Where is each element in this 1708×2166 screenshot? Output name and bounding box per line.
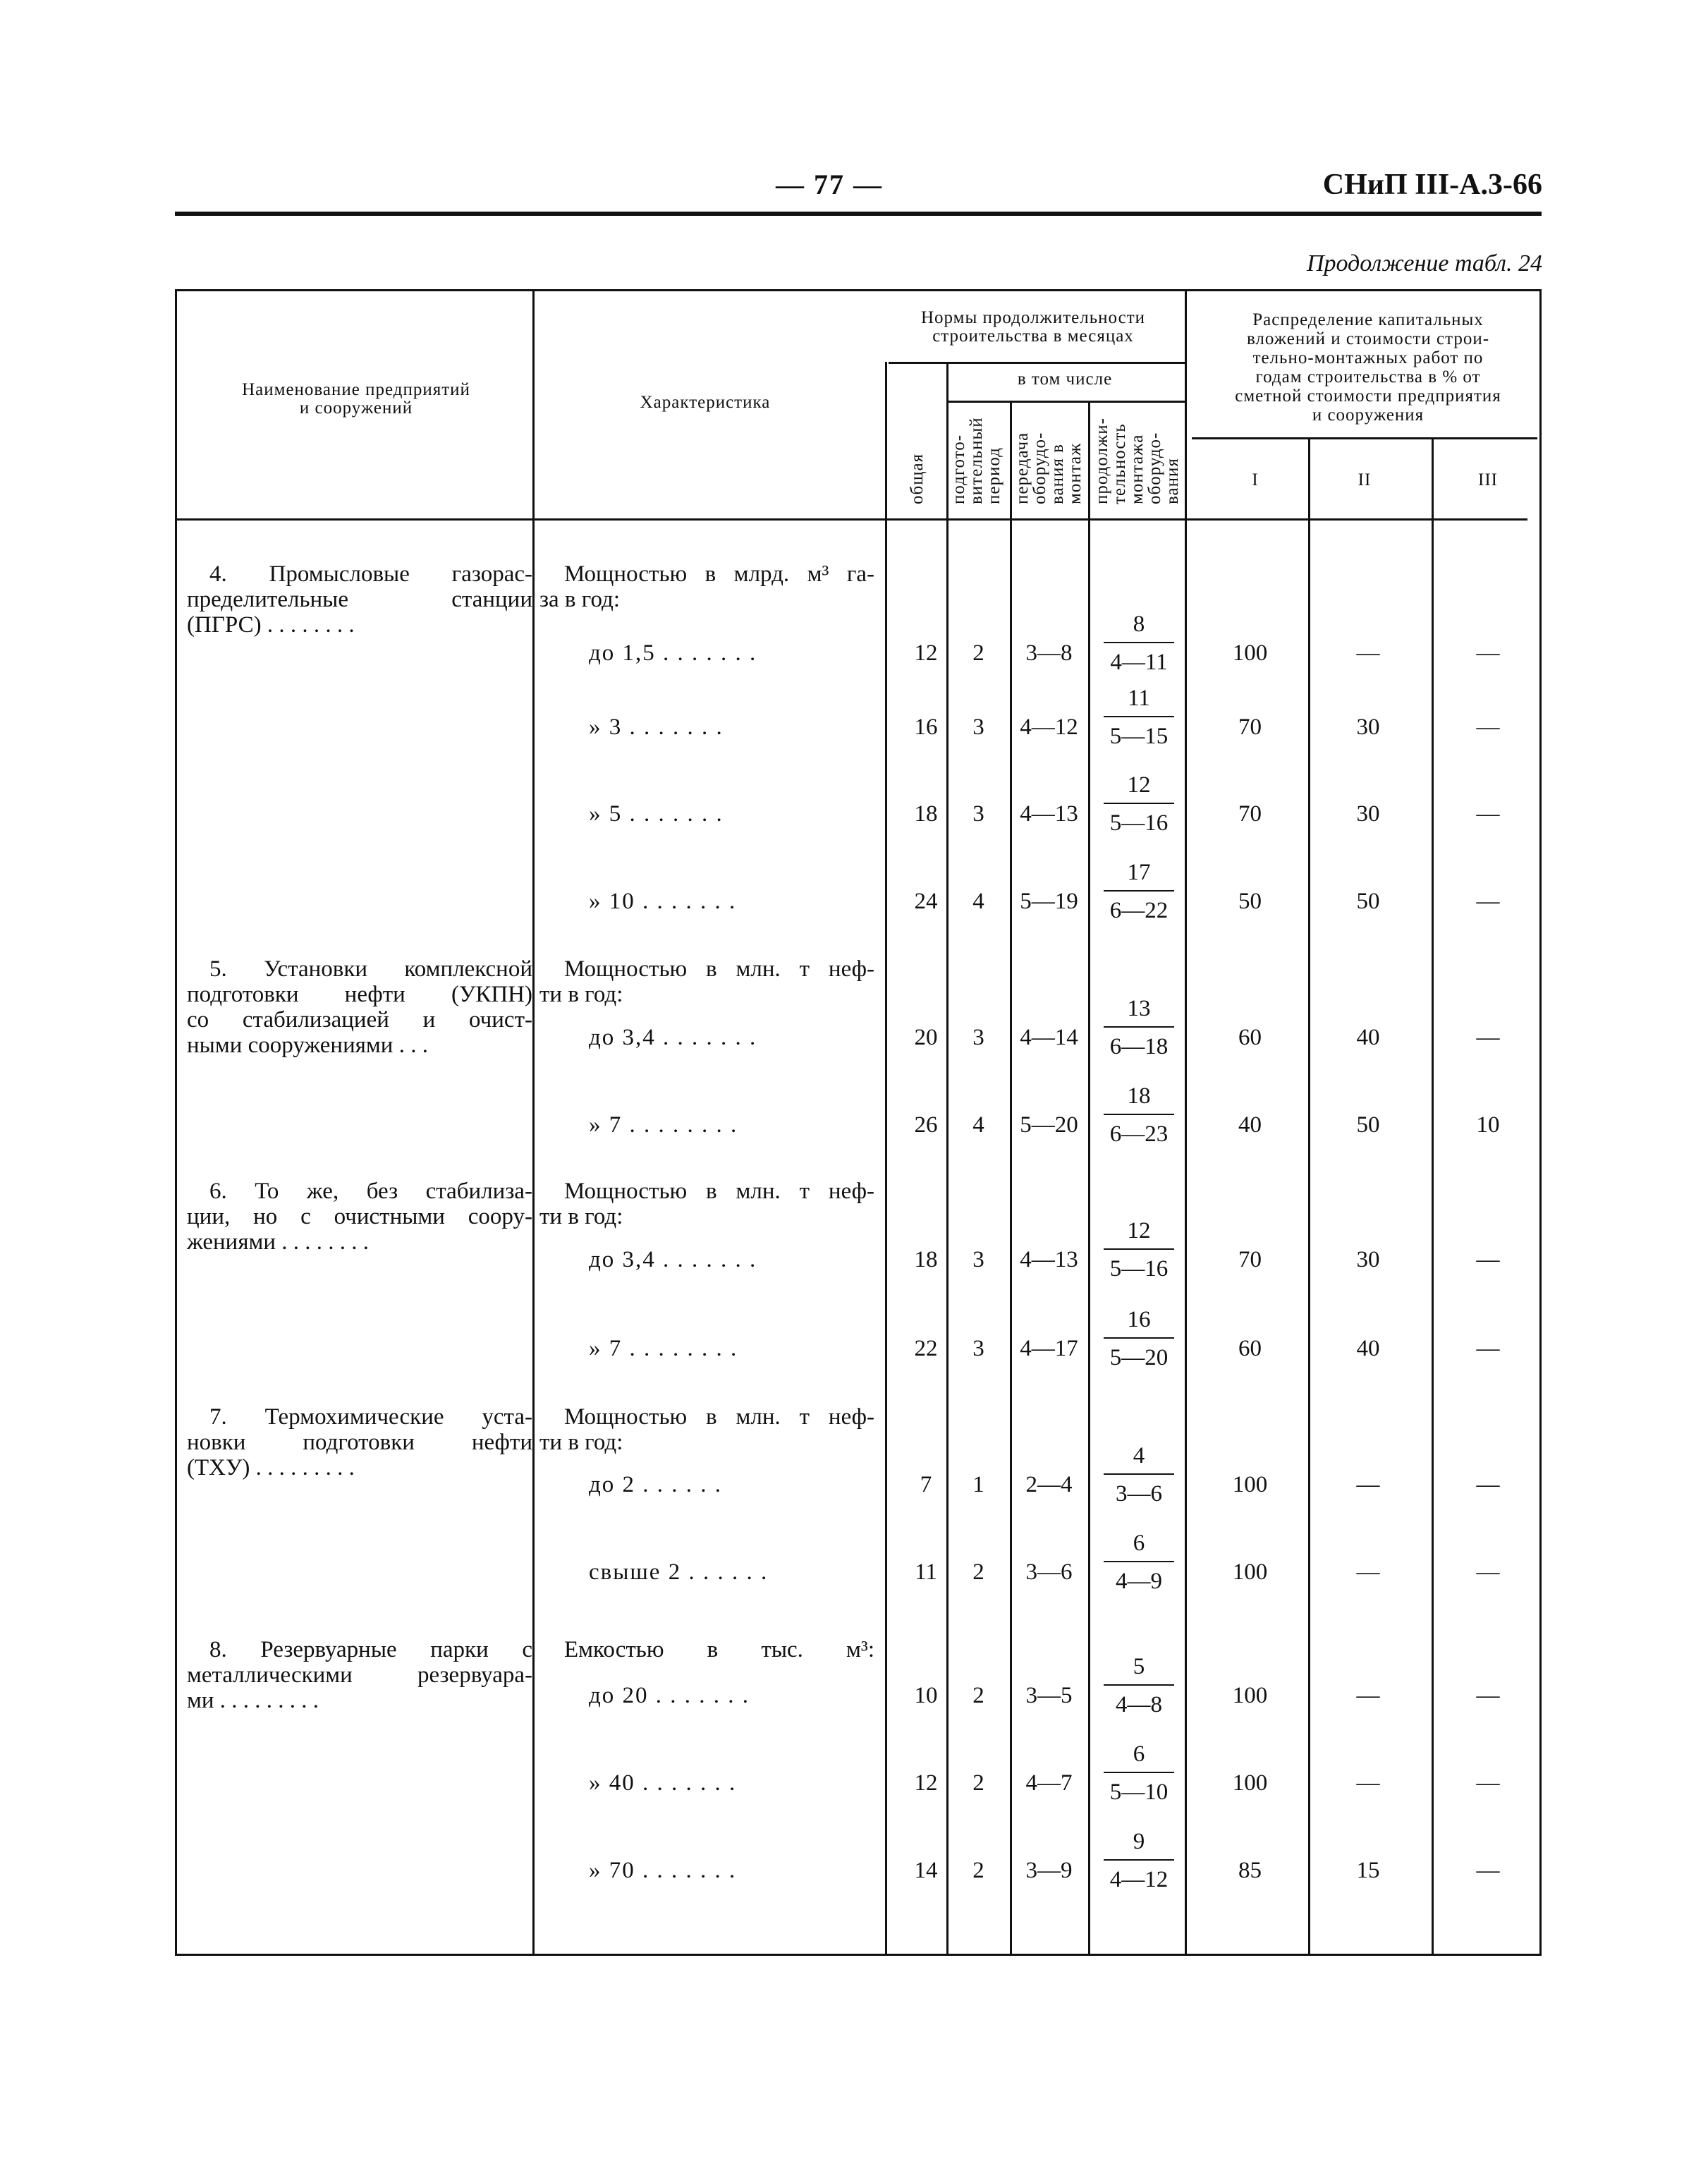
cell-y2: 40 — [1356, 1025, 1380, 1050]
fraction-bar — [1104, 890, 1174, 892]
table-column-line — [885, 362, 887, 1956]
cell-prep: 2 — [972, 1770, 984, 1796]
cell-y1: 70 — [1238, 714, 1262, 740]
fraction-bar — [1104, 1473, 1174, 1475]
cell-transfer: 3—9 — [1025, 1858, 1073, 1883]
fraction-bar — [1104, 1026, 1174, 1028]
cell-transfer: 4—14 — [1020, 1025, 1078, 1050]
entry-name-line: металлическими резервуара- — [187, 1662, 532, 1688]
cell-y3: — — [1476, 1683, 1500, 1708]
installation-fraction — [1104, 611, 1174, 676]
cell-y3: — — [1476, 1336, 1500, 1361]
cell-prep: 4 — [972, 889, 984, 914]
cell-y1: 70 — [1238, 801, 1262, 827]
cell-y1: 40 — [1238, 1112, 1262, 1138]
col-header-year-2: II — [1358, 470, 1372, 489]
characteristic-line: ти в год: — [539, 982, 623, 1007]
cell-total: 18 — [914, 1247, 938, 1272]
entry-name-line: новки подготовки нефти — [187, 1430, 532, 1455]
cell-y2: 15 — [1356, 1858, 1380, 1883]
entry-name-line: ми . . . . . . . . . — [187, 1688, 319, 1713]
fraction-bar — [1104, 642, 1174, 643]
characteristic-line: Мощностью в млн. т неф- — [564, 1179, 874, 1204]
cell-y3: — — [1476, 1559, 1500, 1585]
installation-fraction — [1104, 1442, 1174, 1507]
cell-total: 22 — [914, 1336, 938, 1361]
cell-total: 10 — [914, 1683, 938, 1708]
fraction-denominator: 4—8 — [1116, 1692, 1162, 1717]
table-top-border — [175, 289, 1542, 291]
cell-transfer: 4—12 — [1020, 714, 1078, 740]
cell-y1: 100 — [1232, 1472, 1268, 1497]
entry-name-line: ными сооружениями . . . — [187, 1033, 428, 1058]
table-bottom-border — [175, 1954, 1542, 1956]
cell-y2: — — [1356, 1683, 1380, 1708]
entry-name-line: 7. Термохимические уста- — [209, 1404, 532, 1430]
installation-fraction — [1104, 1530, 1174, 1595]
row-label: » 70 . . . . . . . — [589, 1858, 737, 1883]
fraction-numerator: 5 — [1133, 1654, 1145, 1679]
cell-transfer: 4—13 — [1020, 801, 1078, 827]
cell-total: 26 — [914, 1112, 938, 1138]
entry-name-line: (ПГРС) . . . . . . . . — [187, 612, 355, 638]
fraction-bar — [1104, 716, 1174, 717]
row-label: до 20 . . . . . . . — [589, 1683, 750, 1708]
cell-prep: 3 — [972, 1025, 984, 1050]
cell-y3: — — [1476, 889, 1500, 914]
fraction-numerator: 6 — [1133, 1741, 1145, 1767]
characteristic-line: Мощностью в млн. т неф- — [564, 956, 874, 982]
fraction-denominator: 5—20 — [1109, 1345, 1169, 1370]
table-column-line — [1088, 401, 1090, 1956]
cell-total: 24 — [914, 889, 938, 914]
col-header-name: Наименование предприятий и сооружений — [242, 380, 470, 418]
cell-y1: 60 — [1238, 1336, 1262, 1361]
cell-transfer: 4—13 — [1020, 1247, 1078, 1272]
cell-y2: 30 — [1356, 801, 1380, 827]
fraction-numerator: 17 — [1127, 860, 1151, 885]
table-column-line — [1308, 437, 1310, 1956]
cell-prep: 3 — [972, 1336, 984, 1361]
cell-y1: 70 — [1238, 1247, 1262, 1272]
cell-prep: 3 — [972, 801, 984, 827]
cell-transfer: 4—7 — [1025, 1770, 1073, 1796]
header-rule — [175, 212, 1542, 216]
fraction-denominator: 6—18 — [1109, 1034, 1169, 1059]
table-column-line — [1010, 401, 1012, 1956]
table-column-line — [1432, 437, 1434, 1956]
table-column-line — [946, 362, 948, 1956]
cell-y2: — — [1356, 1559, 1380, 1585]
cell-total: 12 — [914, 640, 938, 666]
fraction-bar — [1104, 1859, 1174, 1861]
cell-y1: 50 — [1238, 889, 1262, 914]
page-number: — 77 — — [776, 169, 883, 200]
row-label: до 3,4 . . . . . . . — [589, 1025, 757, 1050]
entry-name-line: 5. Установки комплексной — [209, 956, 532, 982]
cell-transfer: 3—8 — [1025, 640, 1073, 666]
cell-y1: 100 — [1232, 640, 1268, 666]
col-header-transfer: передача оборудо- вания в монтаж — [1013, 432, 1085, 504]
cell-total: 20 — [914, 1025, 938, 1050]
row-label: » 7 . . . . . . . . — [589, 1336, 738, 1361]
cell-y3: — — [1476, 1472, 1500, 1497]
row-label: » 10 . . . . . . . — [589, 889, 737, 914]
row-label: до 2 . . . . . . — [589, 1472, 723, 1497]
cell-y3: — — [1476, 1247, 1500, 1272]
dist-divider — [1192, 437, 1537, 439]
entry-name-line: жениями . . . . . . . . — [187, 1229, 370, 1255]
col-header-distribution: Распределение капитальных вложений и стоимости строи- тельно-монтажных работ по годам строительства в % от сметной стоимости предприятия и сооружения — [1235, 310, 1501, 425]
installation-fraction — [1104, 859, 1174, 924]
row-label: » 7 . . . . . . . . — [589, 1112, 738, 1138]
fraction-denominator: 5—16 — [1109, 810, 1169, 836]
cell-y2: 30 — [1356, 1247, 1380, 1272]
installation-fraction — [1104, 685, 1174, 750]
installation-fraction — [1104, 1741, 1174, 1806]
cell-y1: 100 — [1232, 1683, 1268, 1708]
cell-total: 12 — [914, 1770, 938, 1796]
installation-fraction — [1104, 1306, 1174, 1371]
col-header-year-1: I — [1252, 470, 1259, 489]
entry-name-line: пределительные станции — [187, 587, 532, 612]
entry-name-line: со стабилизацией и очист- — [187, 1007, 532, 1033]
cell-y1: 85 — [1238, 1858, 1262, 1883]
cell-total: 11 — [915, 1559, 937, 1585]
characteristic-line: Мощностью в млн. т неф- — [564, 1404, 874, 1430]
table-header-border — [175, 518, 1527, 521]
cell-y2: 30 — [1356, 714, 1380, 740]
norms-divider — [889, 362, 1185, 364]
cell-y1: 100 — [1232, 1770, 1268, 1796]
fraction-bar — [1104, 1248, 1174, 1250]
col-header-total: общая — [908, 453, 927, 504]
col-header-including: в том числе — [1017, 370, 1113, 389]
fraction-denominator: 5—10 — [1109, 1779, 1169, 1805]
document-code: СНиП III-А.3-66 — [1322, 169, 1542, 201]
fraction-numerator: 4 — [1133, 1443, 1145, 1468]
installation-fraction — [1104, 1217, 1174, 1282]
cell-y2: 50 — [1356, 889, 1380, 914]
cell-transfer: 4—17 — [1020, 1336, 1078, 1361]
cell-total: 14 — [914, 1858, 938, 1883]
fraction-bar — [1104, 1684, 1174, 1686]
fraction-numerator: 16 — [1127, 1307, 1151, 1332]
table-continuation-label: Продолжение табл. 24 — [1306, 250, 1542, 276]
row-label: до 3,4 . . . . . . . — [589, 1247, 757, 1272]
cell-y3: — — [1476, 640, 1500, 666]
cell-y2: — — [1356, 640, 1380, 666]
cell-prep: 3 — [972, 714, 984, 740]
cell-total: 16 — [914, 714, 938, 740]
col-header-install: продолжи- тельность монтажа оборудо- вания — [1092, 417, 1182, 504]
cell-y3: — — [1476, 801, 1500, 827]
row-label: свыше 2 . . . . . . — [589, 1559, 769, 1585]
cell-prep: 3 — [972, 1247, 984, 1272]
characteristic-line: ти в год: — [539, 1430, 623, 1455]
cell-y1: 60 — [1238, 1025, 1262, 1050]
cell-prep: 2 — [972, 1683, 984, 1708]
fraction-denominator: 6—22 — [1109, 898, 1169, 923]
cell-prep: 2 — [972, 640, 984, 666]
fraction-numerator: 12 — [1127, 1218, 1151, 1243]
fraction-numerator: 8 — [1133, 612, 1145, 637]
cell-transfer: 5—19 — [1020, 889, 1078, 914]
characteristic-line: за в год: — [539, 587, 620, 612]
entry-name-line: 6. То же, без стабилиза- — [209, 1179, 532, 1204]
fraction-denominator: 5—15 — [1109, 724, 1169, 749]
fraction-bar — [1104, 1337, 1174, 1339]
cell-prep: 2 — [972, 1559, 984, 1585]
cell-y3: — — [1476, 1025, 1500, 1050]
row-label: до 1,5 . . . . . . . — [589, 640, 757, 666]
entry-name-line: ции, но с очистными соору- — [187, 1204, 532, 1229]
row-label: » 40 . . . . . . . — [589, 1770, 737, 1796]
fraction-numerator: 12 — [1127, 772, 1151, 798]
col-header-prep: подгото- вительный период — [949, 417, 1004, 504]
installation-fraction — [1104, 1828, 1174, 1893]
table-column-line — [1185, 289, 1187, 1956]
fraction-denominator: 4—11 — [1110, 650, 1168, 675]
installation-fraction — [1104, 1083, 1174, 1148]
fraction-bar — [1104, 803, 1174, 804]
fraction-denominator: 6—23 — [1109, 1121, 1169, 1147]
incl-divider — [948, 401, 1185, 403]
cell-prep: 2 — [972, 1858, 984, 1883]
cell-y3: — — [1476, 1770, 1500, 1796]
fraction-numerator: 11 — [1128, 686, 1150, 711]
fraction-bar — [1104, 1114, 1174, 1115]
characteristic-line: Емкостью в тыс. м³: — [564, 1637, 874, 1662]
cell-prep: 4 — [972, 1112, 984, 1138]
fraction-numerator: 6 — [1133, 1531, 1145, 1556]
cell-y2: 50 — [1356, 1112, 1380, 1138]
table-column-line — [1539, 289, 1542, 1956]
cell-transfer: 3—6 — [1025, 1559, 1073, 1585]
row-label: » 5 . . . . . . . — [589, 801, 724, 827]
fraction-numerator: 13 — [1127, 996, 1151, 1021]
installation-fraction — [1104, 995, 1174, 1060]
cell-y2: — — [1356, 1770, 1380, 1796]
entry-name-line: 4. Промысловые газорас- — [209, 561, 532, 587]
fraction-numerator: 9 — [1133, 1829, 1145, 1854]
fraction-bar — [1104, 1772, 1174, 1773]
cell-total: 7 — [920, 1472, 932, 1497]
characteristic-line: ти в год: — [539, 1204, 623, 1229]
fraction-numerator: 18 — [1127, 1083, 1151, 1109]
col-header-year-3: III — [1478, 470, 1498, 489]
cell-y2: — — [1356, 1472, 1380, 1497]
cell-transfer: 5—20 — [1020, 1112, 1078, 1138]
fraction-denominator: 3—6 — [1116, 1481, 1162, 1507]
fraction-denominator: 4—9 — [1116, 1569, 1162, 1594]
row-label: » 3 . . . . . . . — [589, 714, 724, 740]
table-column-line — [175, 289, 177, 1956]
installation-fraction — [1104, 772, 1174, 836]
entry-name-line: (ТХУ) . . . . . . . . . — [187, 1455, 355, 1480]
cell-y3: 10 — [1476, 1112, 1500, 1138]
fraction-bar — [1104, 1561, 1174, 1562]
entry-name-line: подготовки нефти (УКПН) — [187, 982, 532, 1007]
col-header-characteristic: Характеристика — [640, 393, 771, 412]
cell-y3: — — [1476, 1858, 1500, 1883]
fraction-denominator: 5—16 — [1109, 1256, 1169, 1282]
cell-y2: 40 — [1356, 1336, 1380, 1361]
cell-prep: 1 — [972, 1472, 984, 1497]
cell-y3: — — [1476, 714, 1500, 740]
cell-transfer: 2—4 — [1025, 1472, 1073, 1497]
installation-fraction — [1104, 1653, 1174, 1718]
cell-y1: 100 — [1232, 1559, 1268, 1585]
fraction-denominator: 4—12 — [1109, 1867, 1169, 1892]
entry-name-line: 8. Резервуарные парки с — [209, 1637, 532, 1662]
cell-total: 18 — [914, 801, 938, 827]
col-header-norms: Нормы продолжительности строительства в месяцах — [920, 308, 1146, 346]
characteristic-line: Мощностью в млрд. м³ га- — [564, 561, 874, 587]
table-column-line — [532, 289, 535, 1956]
cell-transfer: 3—5 — [1025, 1683, 1073, 1708]
